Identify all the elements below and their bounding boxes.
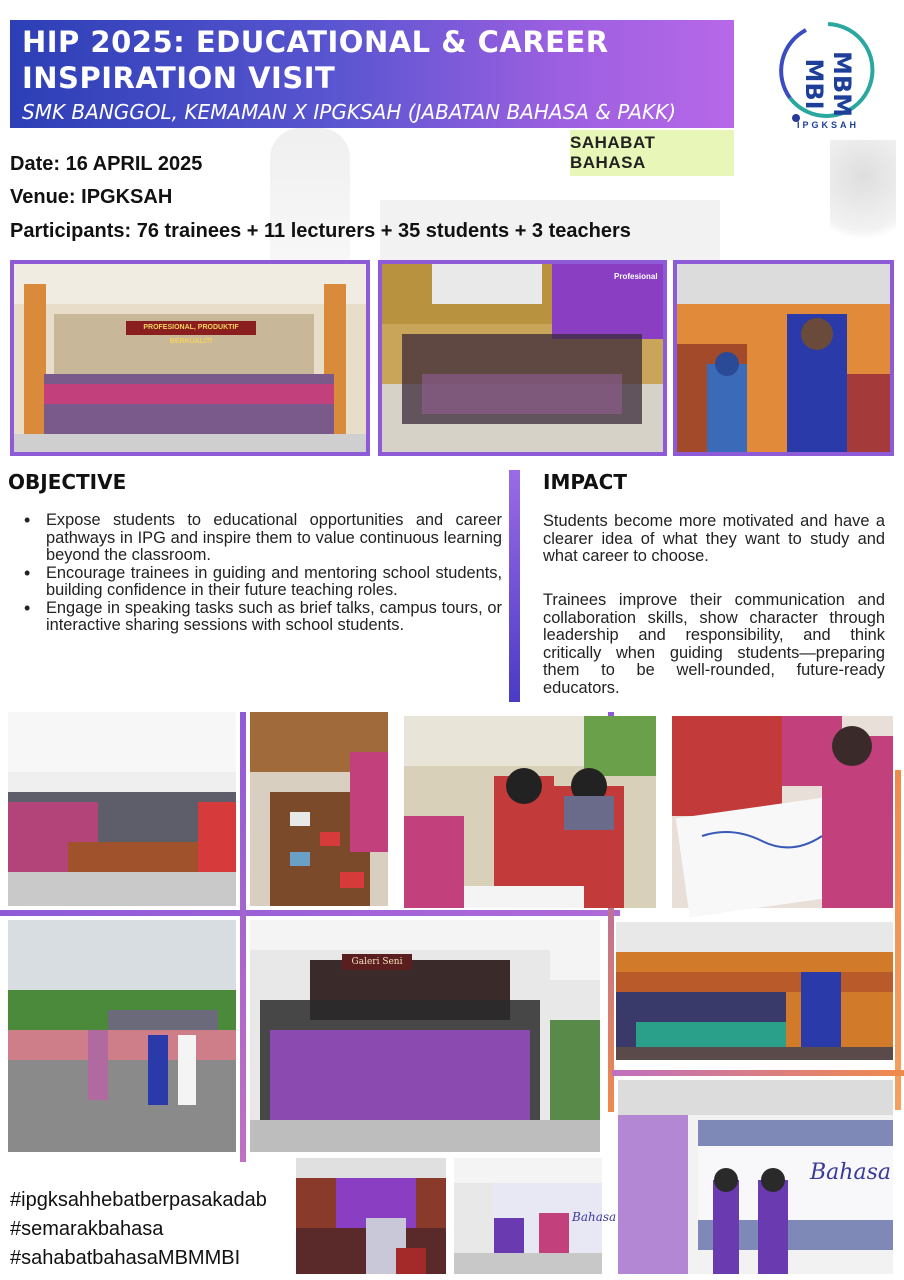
- photo-galeri-seni-group: [250, 920, 600, 1152]
- grid-line: [895, 770, 901, 1110]
- photo-cards-table: [250, 712, 388, 906]
- hashtag: #ipgksahhebatberpasakadab: [10, 1189, 267, 1211]
- photo-podium-speaker: [296, 1158, 446, 1274]
- hall-photo-illustration: [382, 264, 663, 452]
- poster-title-line-2: INSPIRATION VISIT: [22, 61, 336, 95]
- photo-students-laptop: [404, 716, 656, 908]
- group-photo-illustration: [14, 264, 366, 452]
- section-divider: [509, 470, 520, 702]
- objective-item: • Engage in speaking tasks such as brief talks, campus tours, or interactive sharing sessions with school students.: [24, 600, 502, 635]
- hashtag: #semarakbahasa: [10, 1218, 164, 1240]
- galeri-group-photo-illustration: [250, 920, 600, 1152]
- hashtag-list: [10, 1186, 290, 1273]
- photo-classroom-activity: [8, 712, 236, 906]
- poster-title-line-1: HIP 2025: EDUCATIONAL & CAREER: [22, 25, 609, 59]
- background-palm-tree: [830, 140, 896, 260]
- event-participants: Participants: 76 trainees + 11 lecturers + 35 students + 3 teachers: [10, 220, 631, 242]
- photo-campus-tour: [8, 920, 236, 1152]
- impact-heading: IMPACT: [543, 470, 627, 494]
- photo-lecturer-speaking: [673, 260, 894, 456]
- photo-auditorium: [616, 922, 893, 1060]
- mural-bahasa-text: Bahasa: [810, 1160, 891, 1185]
- campus-tour-photo-illustration: [8, 920, 236, 1152]
- title-banner: [10, 20, 734, 128]
- podium-photo-illustration: [296, 1158, 446, 1274]
- objective-heading: OBJECTIVE: [8, 470, 127, 494]
- photo-hall-audience: [378, 260, 667, 456]
- grid-line: [240, 712, 246, 1162]
- photo-mind-map-writing: [672, 716, 893, 908]
- galeri-seni-sign: Galeri Seni: [342, 954, 412, 970]
- impact-paragraph-1: Students become more motivated and have a clearer idea of what they want to study and what career to choose.: [543, 512, 885, 565]
- photo-bahasa-mural: [618, 1080, 893, 1274]
- auditorium-photo-illustration: [616, 922, 893, 1060]
- lecturer-photo-illustration: [677, 264, 890, 452]
- logo-caption: IPGKSAH: [796, 120, 859, 130]
- sahabat-bahasa-badge: SAHABAT BAHASA: [570, 130, 734, 176]
- presentation-screen-text: Profesional: [614, 272, 658, 281]
- poster-subtitle: SMK BANGGOL, KEMAMAN X IPGKSAH (JABATAN BAHASA & PAKK): [22, 100, 677, 124]
- hashtag: #sahabatbahasaMBMMBI: [10, 1247, 241, 1269]
- objective-item: • Expose students to educational opportunities and career pathways in IPG and inspire them to value continuous learning beyond the classroom.: [24, 512, 502, 565]
- photo-interview-pair: [454, 1158, 617, 1274]
- event-venue: Venue: IPGKSAH: [10, 186, 173, 208]
- event-date: Date: 16 APRIL 2025: [10, 153, 203, 175]
- mural-text: Bahasa: [572, 1210, 617, 1224]
- classroom-photo-illustration: [8, 712, 236, 906]
- entrance-banner-sign: PROFESIONAL, PRODUKTIF BERKUALITI: [126, 321, 256, 335]
- mindmap-photo-illustration: [672, 716, 893, 908]
- laptop-photo-illustration: [404, 716, 656, 908]
- objective-list: [24, 512, 502, 635]
- photo-group-entrance: [10, 260, 370, 456]
- impact-paragraph-2: Trainees improve their communication and collaboration skills, show character through leadership and responsibility, and think critically when guiding students—preparing them to be well-rounded, future-ready educators.: [543, 591, 885, 697]
- objective-item: • Encourage trainees in guiding and mentoring school students, building confidence in their future teaching roles.: [24, 565, 502, 600]
- grid-line: [612, 1070, 904, 1076]
- cards-photo-illustration: [250, 712, 388, 906]
- logo-text: MBM MBI: [800, 50, 856, 118]
- grid-line: [0, 910, 620, 916]
